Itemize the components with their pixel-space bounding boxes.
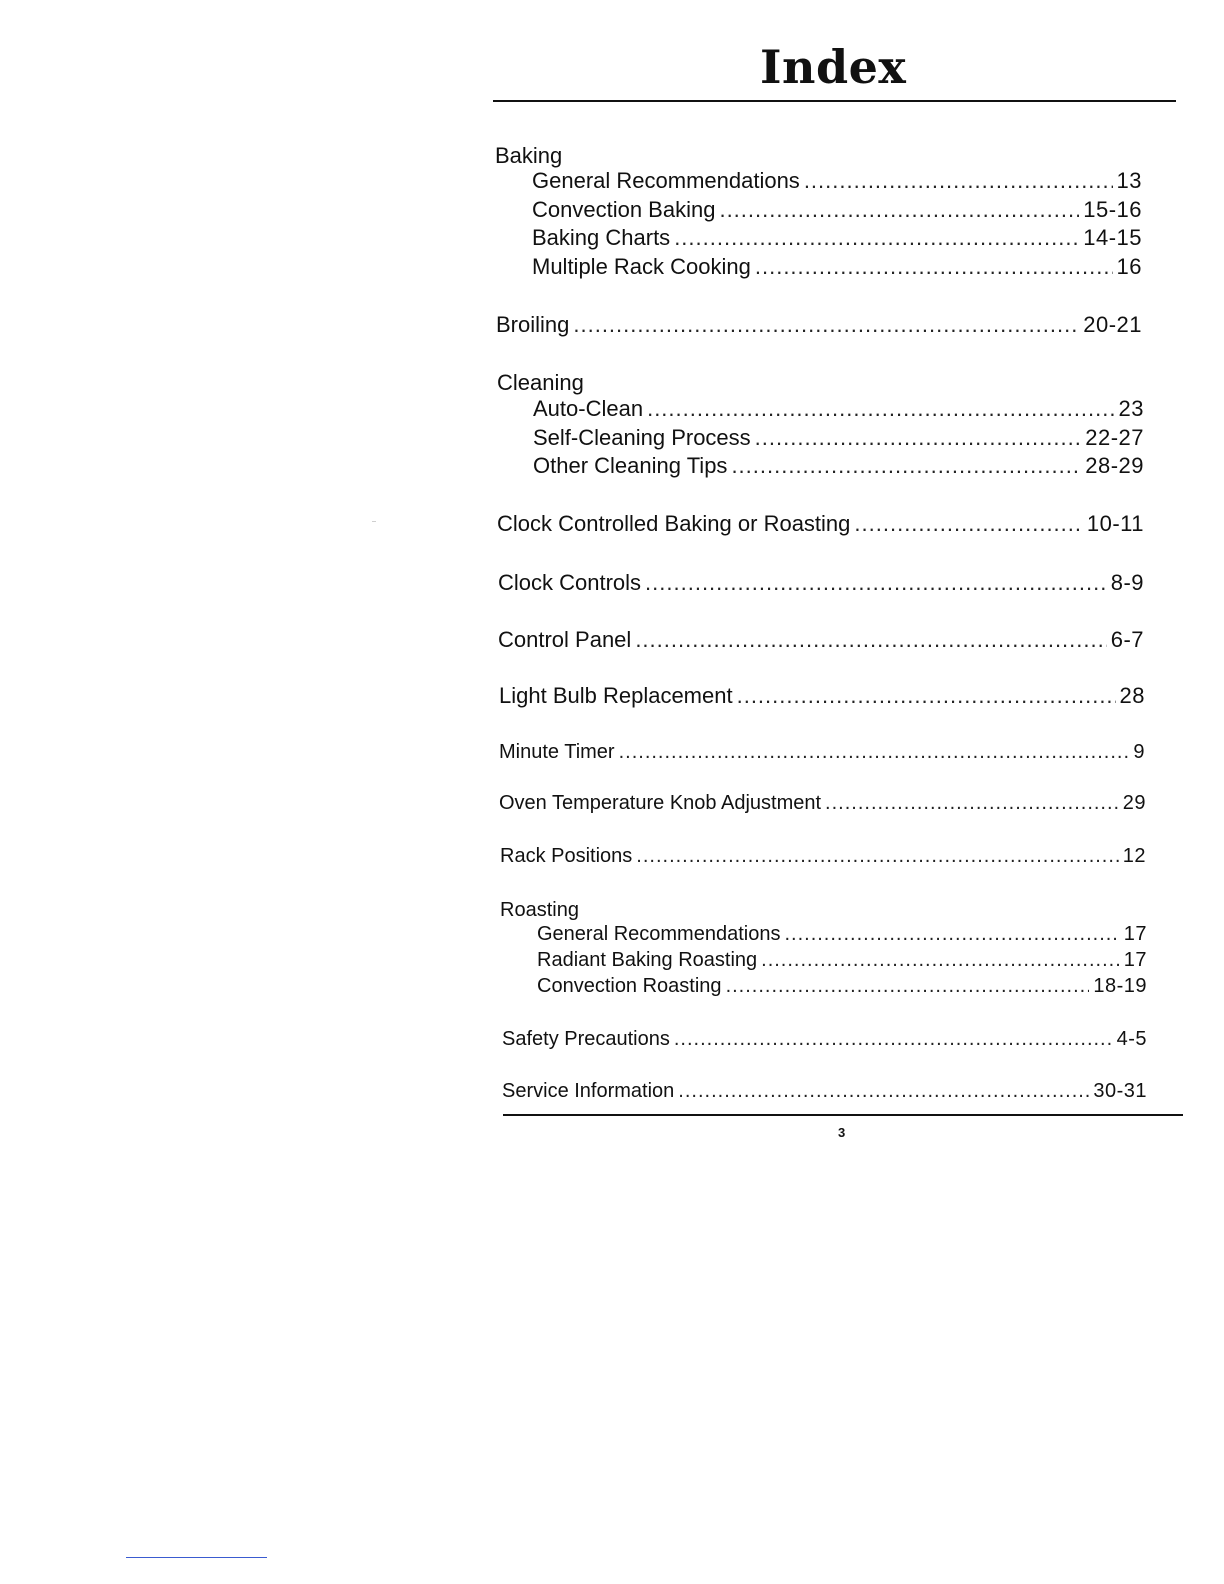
entry-label: Clock Controls — [498, 570, 642, 595]
dot-leader — [619, 742, 1130, 762]
index-entry-cleaning-self-cleaning — [533, 427, 1144, 449]
scan-artifact — [372, 521, 376, 522]
index-heading-roasting: Roasting — [500, 899, 579, 921]
dot-leader — [737, 685, 1116, 707]
dot-leader — [645, 572, 1107, 594]
dot-leader — [719, 199, 1079, 221]
dot-leader — [674, 227, 1079, 249]
dot-leader — [804, 170, 1113, 192]
entry-page: 17 — [1123, 923, 1147, 945]
entry-label: Clock Controlled Baking or Roasting — [497, 511, 851, 536]
dot-leader — [635, 629, 1106, 651]
index-entry-roasting-convection — [537, 976, 1147, 996]
entry-label: Control Panel — [498, 627, 632, 652]
index-heading-baking: Baking — [495, 143, 563, 168]
entry-page: 30-31 — [1093, 1080, 1147, 1102]
index-entry-minute-timer — [499, 742, 1145, 762]
entry-page: 22-27 — [1085, 425, 1144, 450]
dot-leader — [726, 976, 1090, 996]
footer-divider — [503, 1114, 1183, 1116]
index-entry-control-panel — [498, 629, 1144, 651]
entry-page: 12 — [1122, 845, 1146, 867]
index-entry-light-bulb — [499, 685, 1145, 707]
entry-page: 29 — [1122, 792, 1146, 814]
entry-page: 16 — [1116, 254, 1142, 279]
entry-page: 28 — [1119, 683, 1145, 708]
entry-label: Auto-Clean — [533, 396, 644, 421]
dot-leader — [731, 455, 1081, 477]
index-entry-safety-precautions — [502, 1029, 1147, 1049]
index-entry-clock-controlled — [497, 513, 1144, 535]
entry-page: 13 — [1116, 168, 1142, 193]
entry-label: Oven Temperature Knob Adjustment — [499, 792, 822, 814]
index-entry-cleaning-other-tips — [533, 455, 1144, 477]
entry-page: 4-5 — [1116, 1028, 1147, 1050]
entry-page: 9 — [1133, 741, 1145, 763]
page-title: Index — [760, 40, 907, 94]
dot-leader — [647, 398, 1114, 420]
dot-leader — [636, 846, 1118, 866]
entry-page: 15-16 — [1083, 197, 1142, 222]
index-entry-baking-multiple-rack — [532, 256, 1142, 278]
index-entry-baking-convection — [532, 199, 1142, 221]
title-divider — [493, 100, 1176, 102]
entry-page: 14-15 — [1083, 225, 1142, 250]
entry-page: 6-7 — [1110, 627, 1144, 652]
index-entry-service-information — [502, 1081, 1147, 1101]
dot-leader — [825, 793, 1119, 813]
page-number: 3 — [838, 1125, 846, 1140]
index-entry-oven-temperature — [499, 793, 1146, 813]
entry-label: Self-Cleaning Process — [533, 425, 751, 450]
index-heading-cleaning: Cleaning — [497, 370, 584, 395]
entry-page: 20-21 — [1083, 312, 1142, 337]
index-entry-baking-charts — [532, 227, 1142, 249]
index-entry-roasting-radiant — [537, 950, 1147, 970]
index-entry-baking-general — [532, 170, 1142, 192]
dot-leader — [761, 950, 1120, 970]
entry-label: General Recommendations — [537, 923, 781, 945]
entry-label: Light Bulb Replacement — [499, 683, 733, 708]
dot-leader — [755, 256, 1113, 278]
entry-page: 10-11 — [1086, 511, 1144, 536]
entry-page: 17 — [1123, 949, 1147, 971]
edge-mark — [126, 1557, 267, 1558]
entry-label: Minute Timer — [499, 741, 615, 763]
dot-leader — [678, 1081, 1089, 1101]
dot-leader — [784, 924, 1119, 944]
entry-label: Convection Roasting — [537, 975, 722, 997]
entry-label: Radiant Baking Roasting — [537, 949, 758, 971]
index-entry-clock-controls — [498, 572, 1144, 594]
index-entry-cleaning-auto-clean — [533, 398, 1144, 420]
entry-label: Service Information — [502, 1080, 675, 1102]
dot-leader — [755, 427, 1082, 449]
index-entry-broiling — [496, 314, 1142, 336]
dot-leader — [674, 1029, 1113, 1049]
entry-label: Baking Charts — [532, 225, 671, 250]
entry-label: General Recommendations — [532, 168, 800, 193]
index-entry-rack-positions — [500, 846, 1146, 866]
entry-page: 28-29 — [1085, 453, 1144, 478]
entry-page: 18-19 — [1093, 975, 1147, 997]
entry-label: Rack Positions — [500, 845, 633, 867]
entry-label: Safety Precautions — [502, 1028, 670, 1050]
index-entry-roasting-general — [537, 924, 1147, 944]
dot-leader — [573, 314, 1079, 336]
entry-label: Convection Baking — [532, 197, 716, 222]
entry-page: 23 — [1118, 396, 1144, 421]
entry-label: Broiling — [496, 312, 570, 337]
entry-label: Other Cleaning Tips — [533, 453, 728, 478]
entry-page: 8-9 — [1110, 570, 1144, 595]
dot-leader — [854, 513, 1082, 535]
entry-label: Multiple Rack Cooking — [532, 254, 751, 279]
